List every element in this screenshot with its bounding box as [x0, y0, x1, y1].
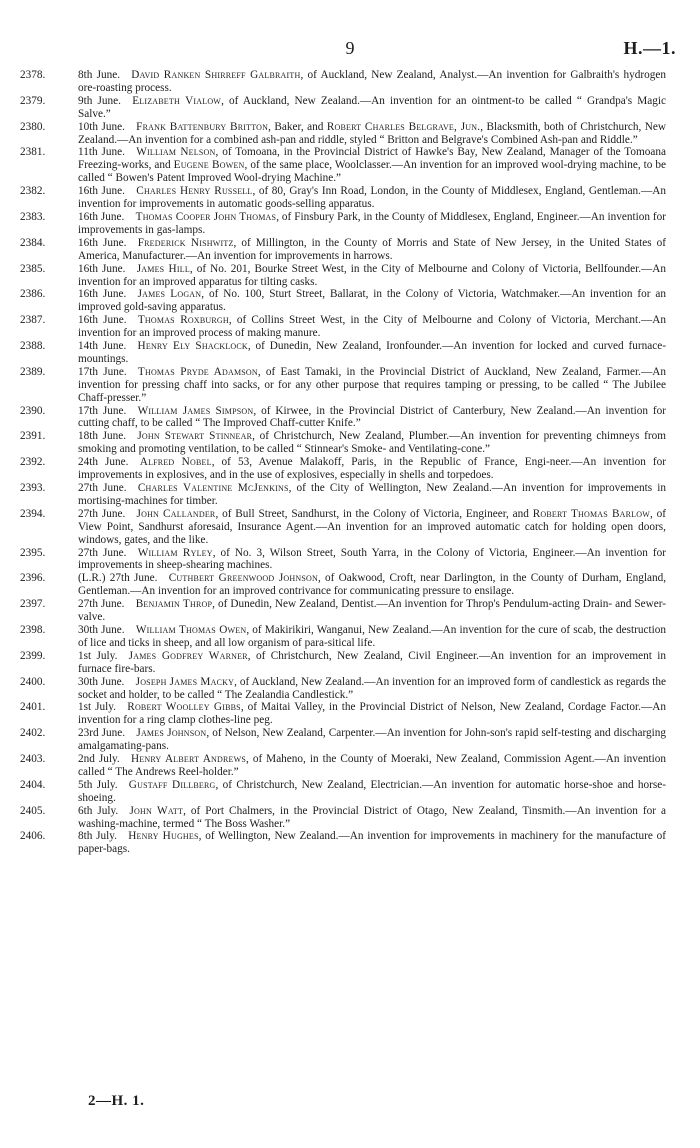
entry-date: 27th June.	[78, 507, 126, 520]
applicant-name: Henry Albert Andrews	[130, 753, 247, 766]
entry-number: 2403.	[20, 753, 46, 766]
entry-description: , of Port Chalmers, in the Provincial District of Otago, New Zealand, Tinsmith.—An invention for a washing-machine, termed “ The Boss Washer.”	[78, 804, 666, 830]
entry-date: 8th June.	[78, 69, 121, 81]
entry-body	[78, 456, 666, 481]
entry-body	[78, 830, 666, 855]
entry-date: 5th July.	[78, 778, 118, 791]
patent-entry	[0, 211, 700, 237]
entry-body	[78, 547, 666, 572]
entry-description: , of Auckland, New Zealand.—An invention for an ointment-to be called “ Grandpa's Magic Salve.”	[78, 94, 667, 120]
entry-date: 1st July.	[78, 701, 116, 714]
entry-number: 2390.	[20, 404, 46, 417]
entry-number: 2381.	[20, 146, 46, 159]
entry-number: 2391.	[20, 430, 46, 443]
patent-entry	[0, 779, 700, 805]
applicant-name: Cuthbert Greenwood Johnson	[168, 572, 318, 585]
patent-entry	[0, 366, 700, 405]
entry-date: 17th June.	[78, 404, 127, 417]
patent-entry	[0, 185, 700, 211]
entry-body	[78, 508, 666, 546]
entry-body	[78, 185, 666, 210]
entry-body	[78, 146, 666, 184]
patent-entry	[0, 508, 700, 547]
entry-description-continued: , Blacksmith, both of Christchurch, New Zealand.—An invention for a combined ash-pan and riddle, styled “ Britton and Belgrave's Combined Ash-pan and Riddle.”	[78, 120, 666, 146]
entry-date: 27th June.	[78, 598, 125, 611]
patent-entry	[0, 547, 700, 573]
patent-entry	[0, 572, 700, 598]
entry-date: 27th June.	[78, 546, 127, 559]
applicant-name: Thomas Roxburgh	[137, 314, 229, 327]
entry-body	[78, 701, 666, 726]
patent-entry	[0, 430, 700, 456]
entry-date: 10th June.	[78, 120, 125, 133]
entry-number: 2398.	[20, 623, 46, 636]
entry-date: 9th June.	[78, 94, 121, 107]
entry-date: 16th June.	[78, 185, 125, 198]
entry-body	[78, 753, 666, 778]
applicant-name: James Godfrey Warner	[128, 649, 248, 662]
entry-body	[78, 366, 666, 404]
entry-date: 18th June.	[78, 430, 127, 443]
entry-number: 2394.	[20, 507, 46, 520]
patent-entry	[0, 830, 700, 856]
applicant-name: Henry Ely Shacklock	[137, 340, 248, 353]
entry-date: 17th June.	[78, 365, 127, 378]
entry-body	[78, 121, 666, 146]
entry-number: 2379.	[20, 94, 46, 107]
applicant-name: Frederick Nishwitz	[137, 236, 234, 249]
applicant-name: David Ranken Shirreff Galbraith	[131, 69, 301, 81]
patent-entry	[0, 676, 700, 702]
patent-entry	[0, 121, 700, 147]
entry-number: 2378.	[20, 69, 46, 81]
entry-description: , of Wellington, New Zealand.—An invention for improvements in machinery for the manufacture of paper-bags.	[78, 830, 666, 856]
patent-entry	[0, 753, 700, 779]
entry-body	[78, 572, 666, 597]
entry-number: 2380.	[20, 120, 46, 133]
entry-body	[78, 676, 666, 701]
entry-number: 2388.	[20, 340, 46, 353]
entry-number: 2397.	[20, 598, 46, 611]
entry-date: 14th June.	[78, 340, 127, 353]
entry-date: 16th June.	[78, 262, 126, 275]
patent-entry	[0, 146, 700, 185]
entry-date: 8th July.	[78, 830, 117, 843]
entry-date: 16th June.	[78, 288, 127, 301]
applicant-name: James Logan	[137, 288, 202, 301]
entry-date: 2nd July.	[78, 753, 120, 766]
patent-entry	[0, 237, 700, 263]
patent-entry	[0, 624, 700, 650]
applicant-name: Joseph James Macky	[135, 675, 235, 688]
entry-description: , of 53, Avenue Malakoff, Paris, in the Republic of France, Engi-neer.—An invention for improvements in explosives, and in the use of explosives, especially in shells and torpedoes.	[78, 456, 667, 482]
co-applicant-name: Eugene Bowen	[173, 159, 245, 172]
applicant-name: John Watt	[129, 804, 184, 817]
entry-description: , of Bull Street, Sandhurst, in the Colony of Victoria, Engineer, and	[215, 507, 533, 520]
entry-description: , of East Tamaki, in the Provincial District of Auckland, New Zealand, Farmer.—An invention for pressing chaff into sacks, or for any other purpose that requires tamping or pressing, to be called “ The Jubilee Chaff-presser.”	[78, 365, 666, 404]
entry-description: , of the City of Wellington, New Zealand.—An invention for improvements in mortising-machines for timber.	[78, 482, 667, 507]
entry-number: 2402.	[20, 727, 46, 740]
applicant-name: William Ryley	[137, 546, 213, 559]
entry-date: 30th June.	[78, 623, 125, 636]
patent-entry	[0, 727, 700, 753]
patent-entry	[0, 805, 700, 831]
entry-date: 11th June.	[78, 146, 125, 159]
entry-body	[78, 624, 666, 649]
entry-description: , of Maitai Valley, in the Provincial District of Nelson, New Zealand, Cordage Factor.—An invention for a ring clamp clothes-line peg.	[78, 701, 666, 727]
patent-entry	[0, 340, 700, 366]
applicant-name: James Johnson	[136, 727, 207, 740]
applicant-name: John Stewart Stinnear	[137, 430, 253, 443]
applicant-name: William Thomas Owen	[135, 623, 247, 636]
entry-body	[78, 288, 666, 313]
entry-body	[78, 779, 666, 804]
applicant-name: Gustaff Dillberg	[128, 778, 216, 791]
entry-description: , of Oakwood, Croft, near Darlington, in the County of Durham, England, Gentleman.—An invention for an improved contrivance for communicating pressure to ensilage.	[78, 572, 667, 598]
entry-date: 6th July.	[78, 804, 119, 817]
entry-number: 2396.	[20, 572, 46, 585]
entry-number: 2395.	[20, 546, 46, 559]
entry-description: , of Christchurch, New Zealand, Civil Engineer.—An invention for an improvement in furnace fire-bars.	[78, 649, 667, 675]
co-applicant-name: Robert Charles Belgrave, Jun.	[326, 120, 481, 133]
entry-body	[78, 482, 666, 507]
entry-number: 2400.	[20, 675, 46, 688]
entry-body	[78, 805, 666, 830]
entry-description: , of Nelson, New Zealand, Carpenter.—An invention for John-son's rapid self-testing and discharging amalgamating-pans.	[78, 727, 667, 753]
page-reference: H.—1.	[623, 38, 676, 58]
entry-body	[78, 69, 666, 94]
entry-number: 2399.	[20, 649, 46, 662]
entry-body	[78, 237, 666, 262]
applicant-name: William James Simpson	[137, 404, 254, 417]
applicant-name: Thomas Cooper John Thomas	[135, 210, 277, 223]
entry-description-continued: , of View Point, Sandhurst aforesaid, Insurance Agent.—An invention for an improved automatic catch for holding open doors, windows, gates, and the like.	[78, 507, 666, 546]
entry-number: 2386.	[20, 288, 46, 301]
patent-entry	[0, 405, 700, 431]
entry-date: 27th June.	[78, 482, 127, 494]
entry-body	[78, 650, 666, 675]
entry-description: , of Dunedin, New Zealand, Ironfounder.—An invention for locked and curved furnace-mountings.	[78, 340, 666, 365]
entry-description: , of Auckland, New Zealand.—An invention for an improved form of candlestick as regards the socket and holder, to be called “ The Zealandia Candlestick.”	[78, 675, 666, 701]
entry-description: , of Finsbury Park, in the County of Middlesex, England, Engineer.—An invention for improvements in gas-lamps.	[78, 210, 666, 236]
co-applicant-name: Robert Thomas Barlow	[532, 507, 650, 520]
entry-description: , of Dunedin, New Zealand, Dentist.—An invention for Throp's Pendulum-acting Drain- and Sewer-valve.	[78, 598, 666, 624]
applicant-name: Alfred Nobel	[139, 456, 212, 469]
entry-body	[78, 340, 666, 365]
entry-number: 2393.	[20, 482, 46, 494]
patent-entry	[0, 69, 700, 95]
entry-body	[78, 430, 666, 455]
entry-number: 2383.	[20, 210, 46, 223]
applicant-name: Henry Hughes	[128, 830, 199, 843]
entry-description-continued: , of the same place, Woolclasser.—An invention for an improved wool-drying machine, to be called “ Bowen's Patent Improved Wool-drying Machine.”	[78, 159, 666, 185]
entry-body	[78, 211, 666, 236]
entry-number: 2384.	[20, 236, 46, 249]
applicant-name: Frank Battenbury Britton	[136, 120, 269, 133]
entry-date: 24th June.	[78, 456, 129, 469]
entry-description: , of Tomoana, in the Provincial District of Hawke's Bay, New Zealand, Manager of the Tomoana Freezing-works, and	[78, 146, 667, 172]
entry-description: , of 80, Gray's Inn Road, London, in the County of Middlesex, England, Gentleman.—An invention for improvements in automatic goods-selling apparatus.	[78, 185, 666, 211]
entry-description: , of Christchurch, New Zealand, Electrician.—An invention for automatic horse-shoe and horse-shoeing.	[78, 778, 667, 804]
entry-number: 2392.	[20, 456, 46, 469]
entry-date: (L.R.) 27th June.	[78, 572, 158, 585]
entry-description: , of Millington, in the County of Morris and State of New Jersey, in the United States of America, Manufacturer.—An invention for improvements in harrows.	[78, 236, 667, 262]
entry-date: 16th June.	[78, 314, 127, 327]
entry-description: , Baker, and	[268, 120, 327, 133]
entry-date: 30th June.	[78, 675, 125, 688]
entry-description: , of Collins Street West, in the City of Melbourne and Colony of Victoria, Merchant.—An invention for an improved process of making manure.	[78, 314, 666, 340]
entry-number: 2389.	[20, 365, 46, 378]
patent-entry	[0, 701, 700, 727]
patent-entry	[0, 263, 700, 289]
applicant-name: Benjamin Throp	[135, 598, 213, 611]
applicant-name: Robert Woolley Gibbs	[127, 701, 241, 714]
entry-date: 16th June.	[78, 210, 125, 223]
patent-entry	[0, 288, 700, 314]
entry-description: , of Makirikiri, Wanganui, New Zealand.—An invention for the cure of scab, the destruction of lice and ticks in sheep, and all low organism of para-sitical life.	[78, 623, 667, 649]
entry-number: 2405.	[20, 804, 46, 817]
entry-body	[78, 263, 666, 288]
patent-entry	[0, 456, 700, 482]
entry-number: 2382.	[20, 185, 46, 198]
applicant-name: James Hill	[136, 262, 190, 275]
entry-body	[78, 405, 666, 430]
entry-date: 1st July.	[78, 649, 118, 662]
applicant-name: John Callander	[136, 507, 216, 520]
entry-description: , of Christchurch, New Zealand, Plumber.—An invention for preventing chimneys from smoking and promoting ventilation, to be called “ Stinnear's Smoke- and Ventilating-cone.”	[78, 430, 666, 456]
entry-description: , of No. 100, Sturt Street, Ballarat, in the Colony of Victoria, Watchmaker.—An invention for an improved gold-saving apparatus.	[78, 288, 666, 314]
applicant-name: Charles Henry Russell	[136, 185, 253, 198]
entry-body	[78, 727, 666, 752]
patent-entries-list	[0, 69, 700, 856]
patent-entry	[0, 650, 700, 676]
entry-number: 2385.	[20, 262, 46, 275]
entry-date: 16th June.	[78, 236, 127, 249]
entry-description: , of No. 201, Bourke Street West, in the City of Melbourne and Colony of Victoria, Bellfounder.—An invention for an improved apparatus for tilting casks.	[78, 262, 667, 288]
entry-number: 2404.	[20, 778, 46, 791]
patent-entry	[0, 95, 700, 121]
patent-entry	[0, 482, 700, 508]
entry-body	[78, 95, 666, 120]
entry-description: , of Auckland, New Zealand, Analyst.—An invention for Galbraith's hydrogen ore-roasting process.	[78, 69, 666, 94]
patent-entry	[0, 598, 700, 624]
entry-description: , of Maheno, in the County of Moeraki, New Zealand, Commission Agent.—An invention called “ The Andrews Reel-holder.”	[78, 753, 666, 778]
entry-body	[78, 314, 666, 339]
applicant-name: Elizabeth Vialow	[132, 94, 222, 107]
page-number: 9	[345, 38, 355, 58]
patent-entry	[0, 314, 700, 340]
entry-description: , of Kirwee, in the Provincial District of Canterbury, New Zealand.—An invention for cutting chaff, to be called “ The Improved Chaff-cutter Knife.”	[78, 404, 667, 430]
applicant-name: William Nelson	[136, 146, 216, 159]
applicant-name: Charles Valentine McJenkins	[137, 482, 289, 494]
printer-signature: 2—H. 1.	[88, 1093, 145, 1109]
entry-number: 2401.	[20, 701, 46, 714]
applicant-name: Thomas Pryde Adamson	[137, 365, 258, 378]
entry-number: 2406.	[20, 830, 46, 843]
entry-description: , of No. 3, Wilson Street, South Yarra, in the Colony of Victoria, Engineer.—An invention for improvements in sheep-shearing machines.	[78, 546, 667, 572]
entry-number: 2387.	[20, 314, 46, 327]
entry-date: 23rd June.	[78, 727, 126, 740]
entry-body	[78, 598, 666, 623]
